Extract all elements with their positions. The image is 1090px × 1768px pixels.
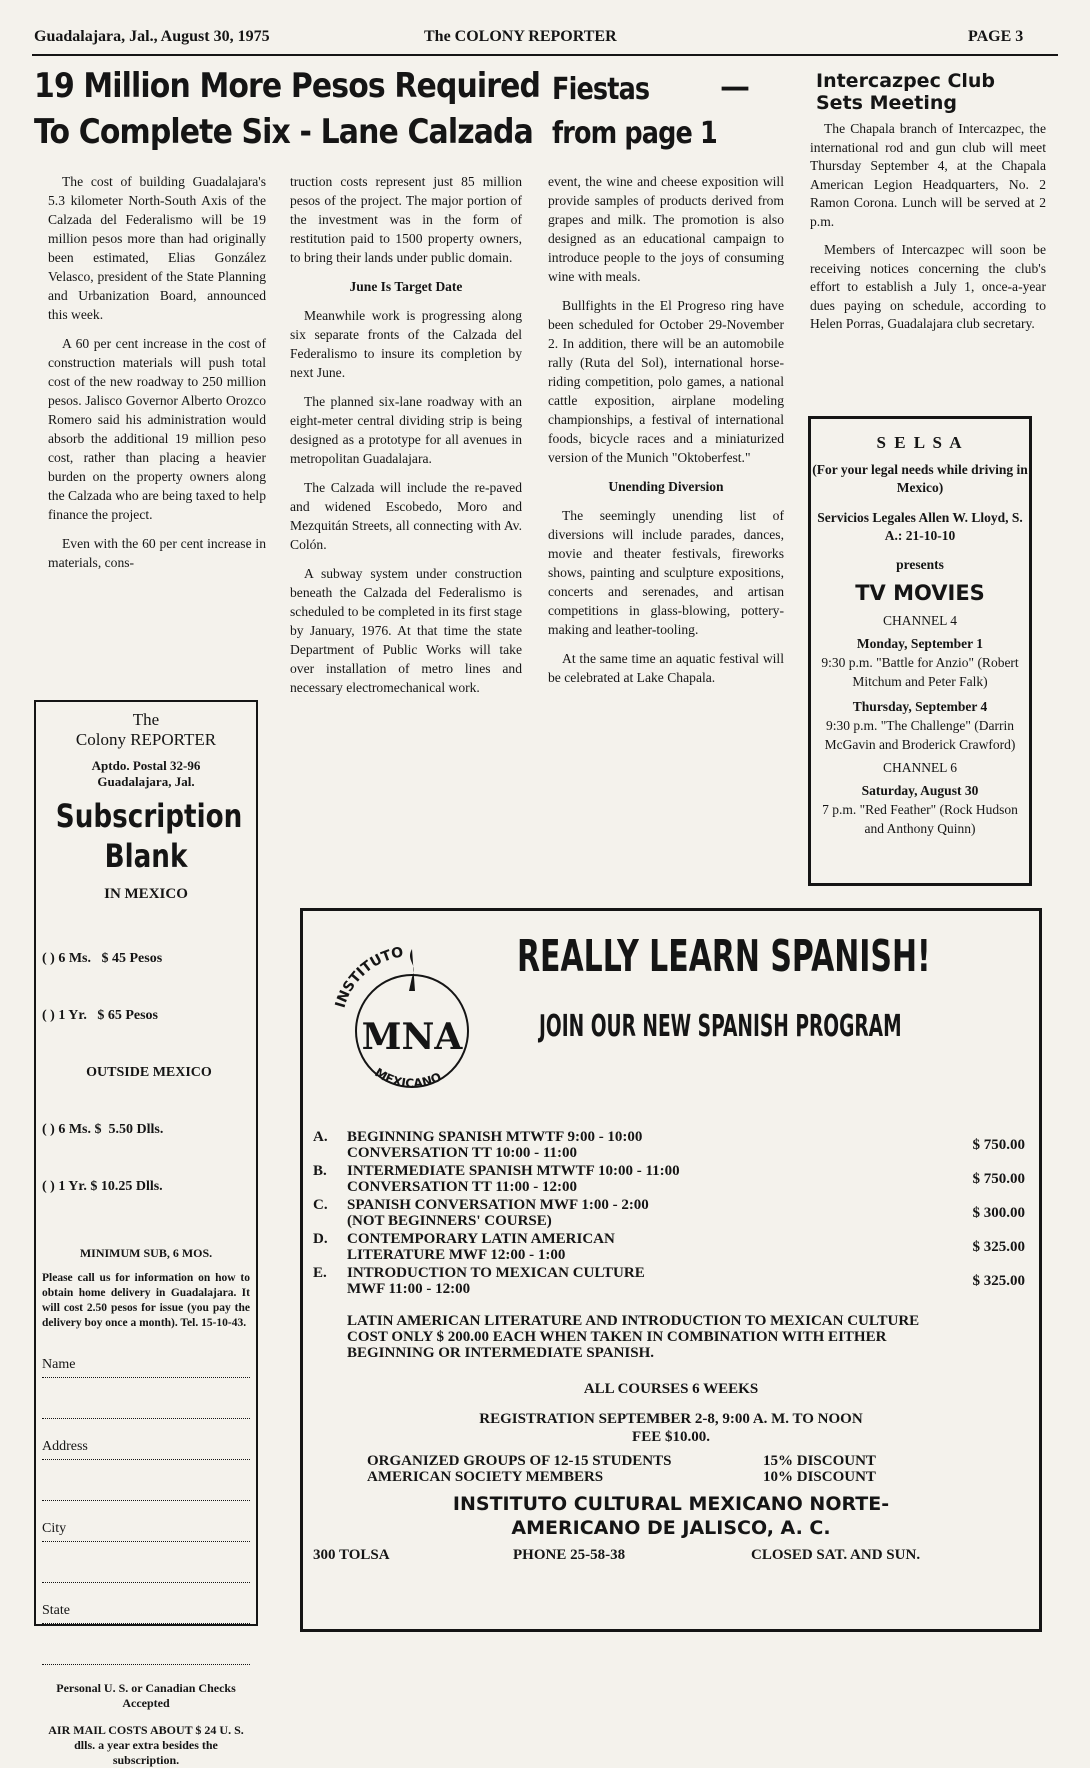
fiestas-p4: At the same time an aquatic festival will be celebrated at Lake Chapala. [548, 651, 784, 685]
sub-title-line2: Blank [104, 837, 188, 875]
course-d-price: $ 325.00 [972, 1239, 1025, 1255]
intercazpec-p2: Members of Intercazpec will soon be receiving notices concerning the club's effort to establish a July 1, once-a-year dues paying on schedule, according to Helen Porras, Guadalajara club secretary. [810, 242, 1046, 331]
sub-minimum: MINIMUM SUB, 6 MOS. [79, 1246, 213, 1260]
course-c-line2: (NOT BEGINNERS' COURSE) [347, 1213, 552, 1229]
header-page-number: PAGE 3 [968, 28, 1024, 45]
sub-city-label: City [42, 1521, 67, 1536]
logo-letters: MNA [361, 1016, 463, 1058]
torch-icon [409, 949, 415, 991]
course-a-price: $ 750.00 [972, 1137, 1025, 1153]
course-d [313, 1231, 1025, 1263]
combo-note: LATIN AMERICAN LITERATURE AND INTRODUCTION TO MEXICAN CULTURE COST ONLY $ 200.00 EACH WHEN TAKEN IN COMBINATION WITH EITHER BEGINNING OR INTERMEDIATE SPANISH. [347, 1313, 920, 1361]
sub-address-label: Address [42, 1439, 88, 1454]
institute-name-line2: AMERICANO DE JALISCO, A. C. [511, 1517, 831, 1539]
sub-the: The [132, 710, 160, 729]
discount-2-value: 10% DISCOUNT [763, 1469, 876, 1485]
selsa-sponsor: Servicios Legales Allen W. Lloyd, S. A.: 21-10-10 [817, 510, 1023, 543]
selsa-tagline: (For your legal needs while driving in Mexico) [812, 462, 1028, 495]
course-c-letter: C. [313, 1197, 328, 1213]
sub-state-label: State [42, 1603, 70, 1618]
course-b-line2: CONVERSATION TT 11:00 - 12:00 [347, 1179, 578, 1195]
main-col2-p1: truction costs represent just 85 million pesos of the project. The major portion of the investment was in the form of restitution paid to 1500 property owners, to bring their lands under public domain. [290, 174, 522, 265]
sub-delivery-note: Please call us for information on how to obtain home delivery in Guadalajara. It will cost 2.50 pesos for issue (you pay the delivery boy once a month). Tel. 15-10-43. [42, 1272, 250, 1329]
all-courses-note: ALL COURSES 6 WEEKS [583, 1381, 759, 1397]
fiestas-p3: The seemingly unending list of diversions will include parades, dances, movie and theater festivals, fireworks shows, painting and sculpture expositions, concerts and serenades, and artisan competitions in glass-blowing, pottery-making and leather-tooling. [548, 508, 784, 637]
main-article-col2 [290, 172, 522, 707]
logo-arc-top: INSTITUTO [332, 944, 405, 1010]
sub-state-field[interactable] [42, 1583, 250, 1624]
main-subhead: June Is Target Date [349, 279, 463, 294]
channel-6-label: CHANNEL 6 [882, 760, 958, 775]
institute-address: 300 TOLSA [313, 1547, 390, 1563]
course-e-line1: INTRODUCTION TO MEXICAN CULTURE [347, 1265, 645, 1281]
main-article-col1 [48, 172, 266, 582]
intercazpec-p1: The Chapala branch of Intercazpec, the international rod and gun club will meet Thursday September 4, at the Chapala American Legion Headquarters, No. 2 Ramon Corona. Lunch will be served at 2 p.m. [810, 121, 1046, 229]
fiestas-headline-line2: from page 1 [552, 116, 717, 151]
movie-1-info: 9:30 p.m. "Battle for Anzio" (Robert Mitchum and Peter Falk) [821, 655, 1019, 689]
course-b [313, 1163, 1025, 1195]
ad-subheadline: JOIN OUR NEW SPANISH PROGRAM [539, 1009, 902, 1044]
sub-address2: Guadalajara, Jal. [97, 774, 195, 789]
sub-in-mexico: IN MEXICO [104, 886, 188, 902]
spanish-program-ad [300, 908, 1042, 1632]
course-b-line1: INTERMEDIATE SPANISH MTWTF 10:00 - 11:00 [347, 1163, 680, 1179]
course-d-line2: LITERATURE MWF 12:00 - 1:00 [347, 1247, 566, 1263]
fiestas-headline-line1: Fiestas [552, 72, 650, 107]
sub-state-field-2[interactable] [42, 1624, 250, 1665]
movie-2-info: 9:30 p.m. "The Challenge" (Darrin McGavin and Broderick Crawford) [824, 718, 1016, 752]
course-b-letter: B. [313, 1163, 327, 1179]
logo-arc-bottom: MEXICANO [372, 1065, 444, 1091]
sub-option-6ms-dlls[interactable]: ( ) 6 Ms. $ 5.50 Dlls. [42, 1122, 164, 1137]
institute-logo [317, 931, 507, 1121]
movie-2-date: Thursday, September 4 [852, 699, 988, 714]
sub-paper-name: Colony REPORTER [75, 730, 217, 749]
header-masthead: The COLONY REPORTER [424, 28, 617, 45]
course-a-line1: BEGINNING SPANISH MTWTF 9:00 - 10:00 [347, 1129, 643, 1145]
fiestas-headline-dash: — [720, 70, 749, 105]
course-a-letter: A. [313, 1129, 328, 1145]
header-dateline: Guadalajara, Jal., August 30, 1975 [34, 28, 270, 45]
main-headline-line1: 19 Million More Pesos Required [34, 66, 541, 106]
subscription-box [34, 700, 258, 1767]
main-col2-p5: A subway system under construction beneath the Calzada del Federalismo is scheduled to be completed in its first stage by January, 1976. At that time the state Department of Public Works will take over installation of metro lines and necessary electromechanical work. [290, 566, 522, 695]
selsa-presents: presents [896, 557, 944, 572]
main-headline-line2: To Complete Six - Lane Calzada [34, 112, 533, 152]
sub-checks-note: Personal U. S. or Canadian Checks Accepted [56, 1681, 236, 1710]
course-c-price: $ 300.00 [972, 1205, 1025, 1221]
main-col2-p4: The Calzada will include the re-paved and widened Escobedo, Moro and Mezquitán Streets, all connecting with Av. Colón. [290, 480, 522, 552]
institute-name-line1: INSTITUTO CULTURAL MEXICANO NORTE- [452, 1493, 890, 1515]
course-e [313, 1265, 1025, 1297]
institute-phone: PHONE 25-58-38 [513, 1547, 626, 1563]
registration-fee: FEE $10.00. [632, 1429, 710, 1445]
course-e-letter: E. [313, 1265, 327, 1281]
sub-name-field-2[interactable] [42, 1378, 250, 1419]
course-b-price: $ 750.00 [972, 1171, 1025, 1187]
discount-2-label: AMERICAN SOCIETY MEMBERS [367, 1469, 604, 1485]
main-col1-p3: Even with the 60 per cent increase in materials, cons- [48, 536, 266, 570]
course-e-price: $ 325.00 [972, 1273, 1025, 1289]
discount-1-label: ORGANIZED GROUPS OF 12-15 STUDENTS [367, 1453, 672, 1469]
main-col2-p2: Meanwhile work is progressing along six separate fronts of the Calzada del Federalismo to insure its completion by next June. [290, 308, 522, 380]
selsa-title: S E L S A [876, 433, 964, 452]
intercazpec-article [810, 120, 1046, 344]
course-c [313, 1197, 1025, 1229]
sub-option-1yr-pesos[interactable]: ( ) 1 Yr. $ 65 Pesos [42, 1008, 159, 1023]
sub-address-field-2[interactable] [42, 1460, 250, 1501]
discount-1-value: 15% DISCOUNT [763, 1453, 876, 1469]
registration-dates: REGISTRATION SEPTEMBER 2-8, 9:00 A. M. TO NOON [479, 1411, 863, 1427]
sub-city-field[interactable] [42, 1501, 250, 1542]
course-d-line1: CONTEMPORARY LATIN AMERICAN [347, 1231, 615, 1247]
movie-3-date: Saturday, August 30 [861, 783, 979, 798]
main-col2-p3: The planned six-lane roadway with an eight-meter central dividing strip is being designed as a prototype for all avenues in metropolitan Guadalajara. [290, 394, 522, 466]
course-d-letter: D. [313, 1231, 328, 1247]
intercazpec-title-line1: Intercazpec Club [816, 70, 996, 92]
tv-movies-title: TV MOVIES [855, 581, 985, 605]
movie-1-date: Monday, September 1 [856, 636, 984, 651]
sub-name-label: Name [42, 1357, 76, 1372]
course-list [313, 1129, 1025, 1297]
sub-title-line1: Subscription [55, 797, 243, 835]
intercazpec-title [816, 70, 1046, 114]
course-c-line1: SPANISH CONVERSATION MWF 1:00 - 2:00 [347, 1197, 649, 1213]
sub-name-field[interactable] [42, 1357, 250, 1378]
sub-city-field-2[interactable] [42, 1542, 250, 1583]
fiestas-p1: event, the wine and cheese exposition will provide samples of products derived from grapes and milk. The promotion is also designed as an educational campaign to introduce people to the joys of consuming wine with meals. [548, 174, 784, 284]
intercazpec-title-line2: Sets Meeting [816, 92, 957, 114]
channel-4-label: CHANNEL 4 [882, 613, 958, 628]
fiestas-subhead: Unending Diversion [608, 479, 724, 494]
sub-outside-mexico: OUTSIDE MEXICO [86, 1065, 212, 1080]
movie-3-info: 7 p.m. "Red Feather" (Rock Hudson and Anthony Quinn) [822, 802, 1018, 836]
sub-option-1yr-dlls[interactable]: ( ) 1 Yr. $ 10.25 Dlls. [42, 1179, 163, 1194]
main-col1-p1: The cost of building Guadalajara's 5.3 kilometer North-South Axis of the Calzada del Federalismo will be 19 million pesos more than had originally been estimated, Elias González Velasco, president of the State Planning and Urbanization Board, announced this week. [48, 174, 266, 322]
sub-option-6ms-pesos[interactable]: ( ) 6 Ms. $ 45 Pesos [42, 951, 163, 966]
sub-address-field[interactable] [42, 1419, 250, 1460]
selsa-tv-box [808, 416, 1032, 886]
sub-address1: Aptdo. Postal 32-96 [91, 758, 201, 773]
header-rule [32, 54, 1058, 56]
fiestas-article [548, 172, 784, 697]
ad-headline: REALLY LEARN SPANISH! [517, 931, 931, 982]
course-e-line2: MWF 11:00 - 12:00 [347, 1281, 471, 1297]
institute-hours: CLOSED SAT. AND SUN. [751, 1547, 921, 1563]
sub-airmail-note: AIR MAIL COSTS ABOUT $ 24 U. S. dlls. a year extra besides the subscription. [48, 1723, 244, 1767]
main-col1-p2: A 60 per cent increase in the cost of construction materials will push total cost of the new roadway to 250 million pesos. Jalisco Governor Alberto Orozco Romero said his administration would absorb the additional 19 million peso cost, rather than placing a heavier burden on the property owners along the Calzada who are being taxed to help finance the project. [48, 336, 266, 522]
fiestas-p2: Bullfights in the El Progreso ring have been scheduled for October 29-November 2. In addition, there will be an automobile rally (Ruta del Sol), international horse-riding competition, polo games, a national cattle exposition, airplane modeling championships, a festival of international foods, bicycle races and a miniaturized version of the Munich "Oktoberfest." [548, 298, 784, 465]
course-a-line2: CONVERSATION TT 10:00 - 11:00 [347, 1145, 578, 1161]
course-a [313, 1129, 1025, 1161]
